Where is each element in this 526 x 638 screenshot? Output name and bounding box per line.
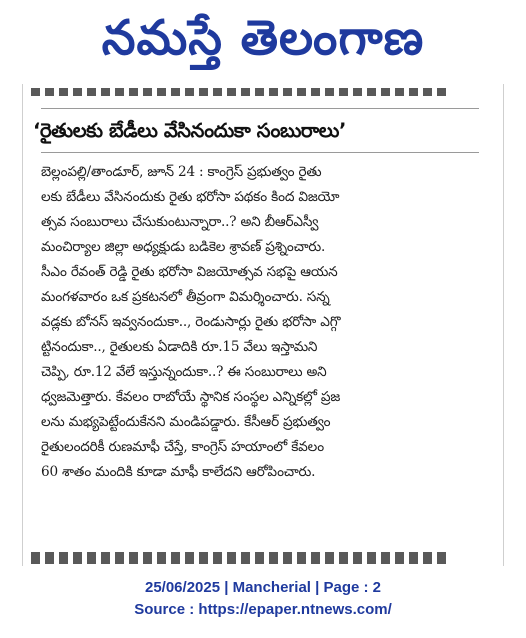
newspaper-masthead: నమస్తే తెలంగాణ [101,10,425,66]
article-line: ధ్వజమెత్తారు. కేవలం రాబోయే స్థానిక సంస్థల ఎన్నికల్లో ప్రజ [41,389,341,405]
article-line: బెల్లంపల్లి/తాండూర్, జూన్ 24 : కాంగ్రెస్ ప్రభుత్వం రైతు [41,164,322,180]
article-headline: ‘రైతులకు బేడీలు వేసినందుకా సంబురాలు’ [33,119,346,142]
article-line: 60 శాతం మందికి కూడా మాఫీ కాలేదని ఆరోపించారు. [41,464,316,480]
divider-headline [41,152,479,153]
article-body [41,160,481,485]
article-line: ట్టినందుకా.., రైతులకు ఏడాదికి రూ.15 వేలు ఇస్తామని [41,339,318,355]
article-line: సీఎం రేవంత్ రెడ్డి రైతు భరోసా విజయోత్సవ సభపై ఆయన [41,264,338,280]
article-line: రైతులందరికీ రుణమాఫీ చేస్తే, కాంగ్రెస్ హయాంలో కేవలం [41,439,324,455]
source-link[interactable]: Source : https://epaper.ntnews.com/ [134,601,392,618]
divider-top [41,108,479,109]
clipped-text-top [31,88,451,96]
article-line: మంగళవారం ఒక ప్రకటనలో తీవ్రంగా విమర్శించారు. సన్న [41,289,330,305]
clipped-text-bottom [31,552,451,564]
article-line: వడ్లకు బోనస్ ఇవ్వనందుకా.., రెండుసార్లు రైతు భరోసా ఎగ్గొ [41,314,341,330]
article-line: మంచిర్యాల జిల్లా అధ్యక్షుడు బడికెల శ్రావణ్ ప్రశ్నించారు. [41,239,326,255]
article-line: చెప్పి, రూ.12 వేలే ఇస్తున్నందుకా..? ఈ సంబురాలు అని [41,364,327,380]
article-clipping [22,84,504,566]
article-line: లను మభ్యపెట్టేందుకేనని మండిపడ్డారు. కేసీఆర్ ప్రభుత్వం [41,414,331,430]
article-line: లకు బేడీలు వేసినందుకు రైతు భరోసా పథకం కింద విజయో [41,189,340,205]
article-line: త్సవ సంబురాలు చేసుకుంటున్నారా..? అని బీఆర్ఎస్వీ [41,214,319,230]
edition-info: 25/06/2025 | Mancherial | Page : 2 [144,579,382,596]
